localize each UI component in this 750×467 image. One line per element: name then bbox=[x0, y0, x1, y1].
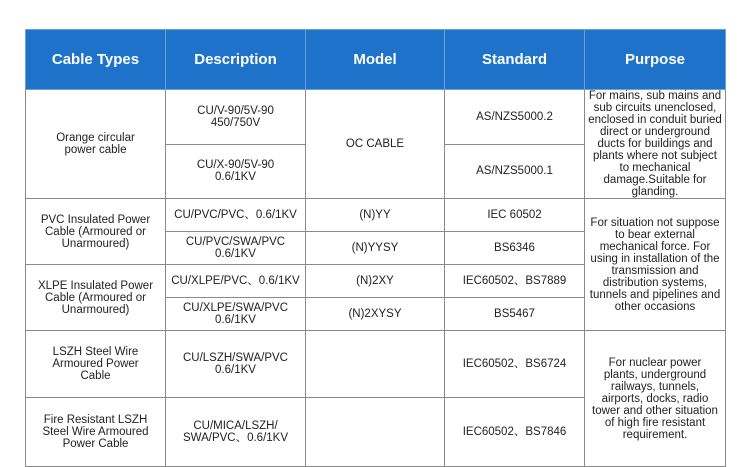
description-text: CU/LSZH/SWA/PVC 0.6/1KV bbox=[182, 352, 288, 376]
standard-cell: IEC60502、BS6724 bbox=[445, 331, 585, 398]
description-cell bbox=[166, 232, 306, 265]
table-row bbox=[26, 331, 726, 398]
cable-type-text: Fire Resistant LSZH Steel Wire Armoured Power Cable bbox=[42, 414, 149, 450]
purpose-text: For nuclear power plants, underground railways, tunnels, airports, docks, radio tower and other situation of high fire resistant requirement. bbox=[592, 356, 718, 441]
standard-cell: IEC60502、BS7889 bbox=[445, 265, 585, 298]
cable-type-cell: XLPE Insulated Power Cable (Armoured or Unarmoured) bbox=[26, 265, 166, 331]
header-model: Model bbox=[306, 30, 445, 90]
purpose-cell: For mains, sub mains and sub circuits unenclosed, enclosed in conduit buried direct or underground ducts for buildings and plants where not subject to mechanical damage.Suitable for glanding. bbox=[585, 90, 726, 199]
description-text: CU/V-90/5V-90 450/750V bbox=[197, 104, 274, 129]
model-cell bbox=[306, 331, 445, 398]
cable-type-text: Orange circular power cable bbox=[56, 132, 135, 156]
header-row bbox=[26, 30, 726, 90]
description-cell bbox=[166, 298, 306, 331]
standard-cell: BS6346 bbox=[445, 232, 585, 265]
model-cell: (N)2XYSY bbox=[306, 298, 445, 331]
description-text: CU/PVC/SWA/PVC 0.6/1KV bbox=[185, 236, 286, 260]
header-description: Description bbox=[166, 30, 306, 90]
header-standard: Standard bbox=[445, 30, 585, 90]
description-cell bbox=[166, 398, 306, 467]
spec-table-container bbox=[25, 29, 725, 467]
standard-cell: AS/NZS5000.1 bbox=[445, 144, 585, 199]
description-text: CU/XLPE/SWA/PVC 0.6/1KV bbox=[183, 302, 289, 326]
cable-type-text: LSZH Steel Wire Armoured Power Cable bbox=[52, 346, 139, 382]
header-purpose: Purpose bbox=[585, 30, 726, 90]
standard-cell: AS/NZS5000.2 bbox=[445, 90, 585, 145]
header-cable-types: Cable Types bbox=[26, 30, 166, 90]
cable-type-cell: PVC Insulated Power Cable (Armoured or Unarmoured) bbox=[26, 199, 166, 265]
description-cell bbox=[166, 331, 306, 398]
standard-cell: IEC60502、BS7846 bbox=[445, 398, 585, 467]
description-cell bbox=[166, 144, 306, 199]
purpose-cell: For situation not suppose to bear external mechanical force. For using in installation of the transmission and distribution systems, tunnels and pipelines and other occasions bbox=[585, 199, 726, 331]
standard-cell: IEC 60502 bbox=[445, 199, 585, 232]
description-text: CU/X-90/5V-90 0.6/1KV bbox=[196, 159, 275, 184]
model-cell: OC CABLE bbox=[306, 90, 445, 199]
table-row bbox=[26, 90, 726, 145]
description-cell bbox=[166, 90, 306, 145]
standard-cell: BS5467 bbox=[445, 298, 585, 331]
model-cell: (N)YY bbox=[306, 199, 445, 232]
description-cell: CU/PVC/PVC、0.6/1KV bbox=[166, 199, 306, 232]
model-cell: (N)YYSY bbox=[306, 232, 445, 265]
description-cell: CU/XLPE/PVC、0.6/1KV bbox=[166, 265, 306, 298]
cable-type-cell bbox=[26, 90, 166, 199]
cable-type-cell bbox=[26, 331, 166, 398]
cable-spec-table bbox=[25, 29, 726, 467]
cable-type-cell bbox=[26, 398, 166, 467]
model-cell bbox=[306, 398, 445, 467]
description-text: CU/MICA/LSZH/ SWA/PVC、0.6/1KV bbox=[182, 420, 289, 444]
model-cell: (N)2XY bbox=[306, 265, 445, 298]
table-row bbox=[26, 199, 726, 232]
purpose-cell bbox=[585, 331, 726, 467]
